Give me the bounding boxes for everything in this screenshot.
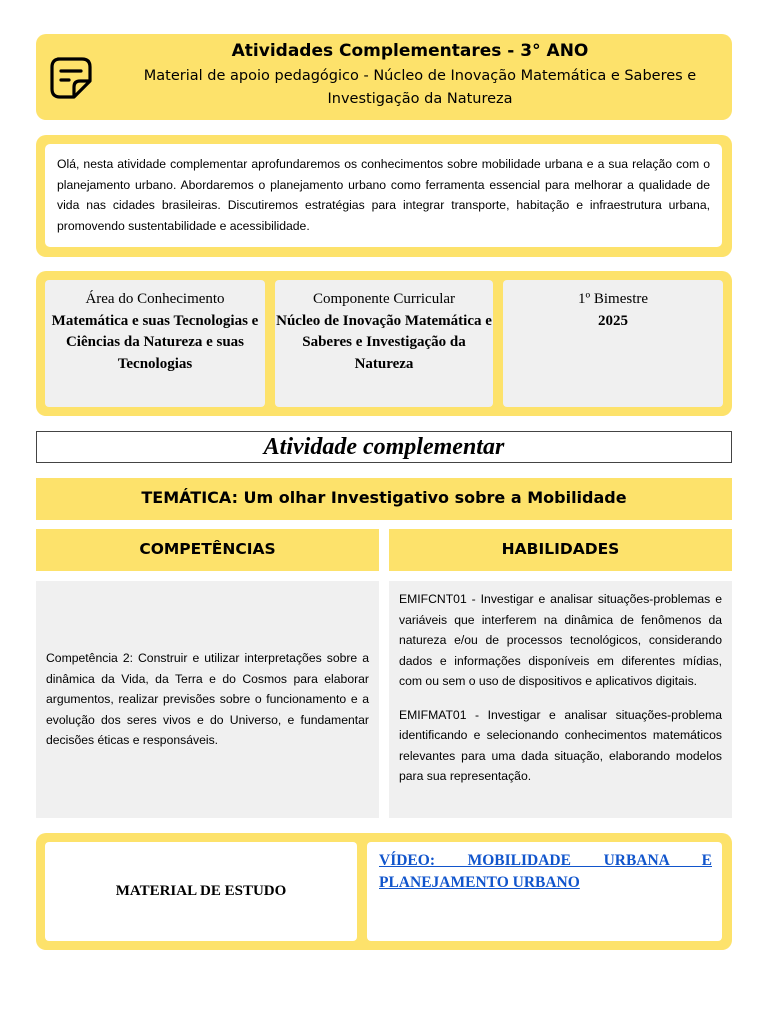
habilidade-item: EMIFCNT01 - Investigar e analisar situações-problemas e variáveis que interferem na dinâmica de fenômenos da natureza e/ou de processos tecnológicos, considerando dados e informações disponíveis em diferentes mídias, com ou sem o uso de dispositivos e aplicativos digitais. — [399, 592, 722, 688]
intro-card — [45, 144, 722, 247]
componente-value: Núcleo de Inovação Matemática e Saberes e Investigação da Natureza — [276, 312, 492, 372]
page-title: Atividades Complementares - 3° ANO — [231, 41, 589, 61]
componente-curricular-card — [275, 280, 493, 407]
bimestre-card — [503, 280, 723, 407]
area-conhecimento-card — [45, 280, 265, 407]
area-value: Matemática e suas Tecnologias e Ciências da Natureza e suas Tecnologias — [51, 312, 259, 372]
atividade-title: Atividade complementar — [263, 434, 505, 460]
bimestre-label: 1º Bimestre — [577, 291, 649, 307]
habilidades-heading: HABILIDADES — [389, 529, 732, 571]
componente-label: Componente Curricular — [312, 291, 456, 307]
intro-text: Olá, nesta atividade complementar aprofundaremos os conhecimentos sobre mobilidade urbana e a sua relação com o planejamento urbano. Abordaremos o planejamento urbano como ferramenta essencial para melhorar a qualidade de vida nas cidades brasileiras. Discutiremos estratégias para integrar transporte, habitação e infraestrutura urbana, promovendo sustentabilidade e acessibilidade. — [57, 157, 710, 233]
bimestre-year: 2025 — [598, 312, 628, 329]
material-link-card — [367, 842, 722, 941]
habilidade-item: EMIFMAT01 - Investigar e analisar situações-problema identificando e selecionando conhecimentos matemáticos relevantes para uma dada situação, elaborando modelos para sua representação. — [399, 707, 722, 783]
page-subtitle: Material de apoio pedagógico - Núcleo de Inovação Matemática e Saberes e Investigação da Natureza — [143, 68, 697, 107]
sticky-note-icon — [48, 55, 94, 101]
habilidades-panel — [389, 581, 732, 818]
material-label: MATERIAL DE ESTUDO — [45, 842, 357, 941]
competencias-panel — [36, 581, 379, 818]
atividade-banner — [36, 431, 732, 463]
tematica-heading: TEMÁTICA: Um olhar Investigativo sobre a Mobilidade — [36, 478, 732, 520]
competencias-heading: COMPETÊNCIAS — [36, 529, 379, 571]
area-label: Área do Conhecimento — [85, 291, 225, 307]
competencia-text: Competência 2: Construir e utilizar interpretações sobre a dinâmica da Vida, da Terra e do Cosmos para elaborar argumentos, realizar previsões sobre o funcionamento e a evolução dos seres vivos e do Universo, e fundamentar decisões éticas e responsáveis. — [46, 651, 369, 748]
video-link[interactable]: VÍDEO: MOBILIDADE URBANA E PLANEJAMENTO URBANO — [379, 852, 712, 891]
